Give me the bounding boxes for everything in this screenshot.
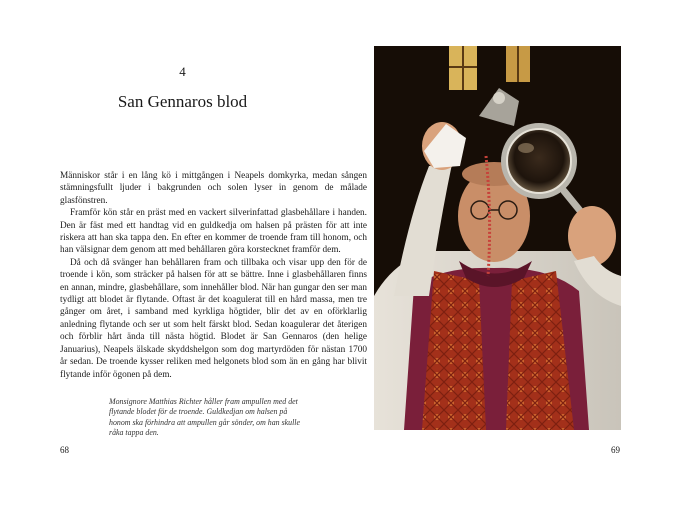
chapter-number: 4 [179, 64, 186, 79]
paragraph: Då och då svänger han behållaren fram och tillbaka och visar upp den för de troende i kön, som sträcker på halsen för att se bättre. Inne i glasbehållaren finns en annan, mindre, glasbehållare, som innehåller blod. När han gungar den ser man tydligt att blodet är flytande. Oftast är det koagulerat till en hård massa, men tre gånger om året, i samband med kyrkliga högtider, blir det av en oförklarlig anledning flytande och ser ut som helt färskt blod. Sedan koagulerar det återigen och förblir hårt ända till nästa högtid. Blodet är San Gennaros (den helige Januarius), Neapels älskade skyddshelgon som dog martyrdöden för nästan 1700 år sedan. De troende kysser reliken med helgonets blod som än en gång har blivit flytande inför ögonen på dem. [60, 257, 367, 380]
paragraph: Framför kön står en präst med en vackert silverinfattad glasbehållare i handen. Den är fäst med ett handtag vid en guldkedja om halsen på prästen för att inte riskera att han ska tappa den. En efter en kommer de troende fram till honom, och han välsignar dem genom att med behållaren göra korstecknet framför dem. [60, 208, 367, 256]
photo-caption: Monsignore Matthias Richter håller fram ampullen med det flytande blodet för de troende. Guldkedjan om halsen på honom ska förhindra att ampullen går sönder, om han skulle råka tappa den. [109, 397, 300, 438]
paragraph: Människor står i en lång kö i mittgången i Neapels domkyrka, medan sången stämningsfullt ljuder i bakgrunden och solen lyser in genom de målade glasfönstren. [60, 171, 367, 206]
chapter-title: San Gennaros blod [117, 92, 248, 111]
priest-photo-illustration [374, 46, 621, 430]
page-number-left: 68 [60, 445, 69, 455]
page-number-right: 69 [611, 445, 620, 455]
photo [374, 46, 621, 430]
body-text [60, 170, 367, 381]
